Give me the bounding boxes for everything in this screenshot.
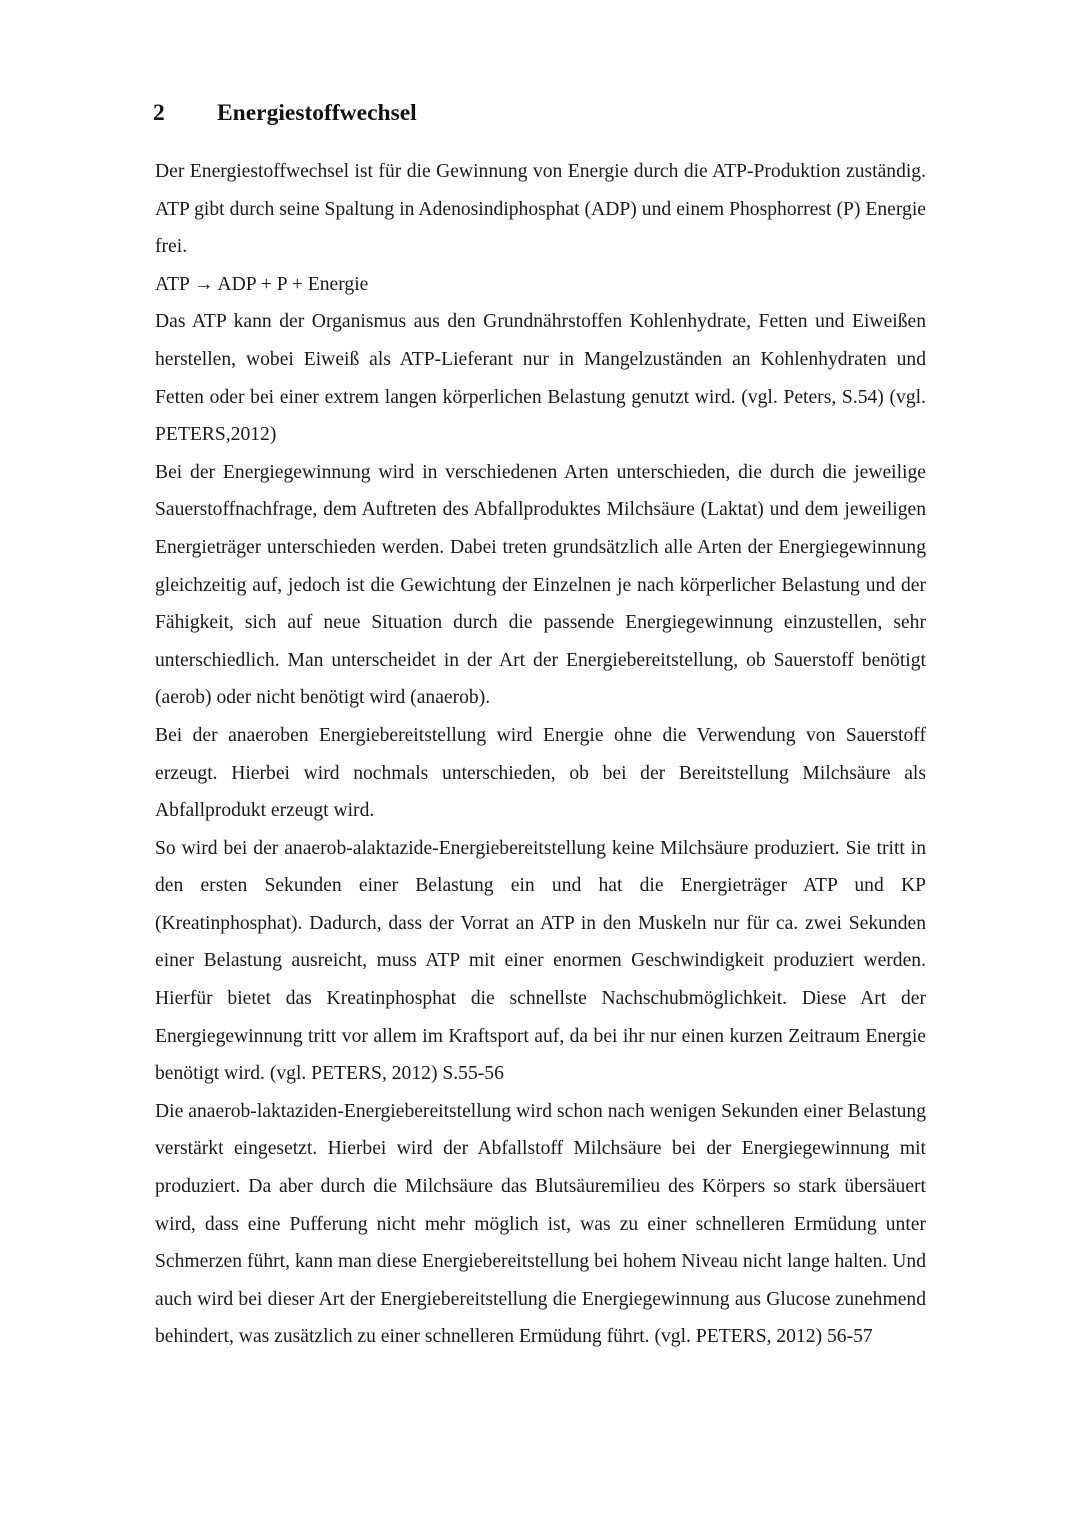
- paragraph-atp-equation: ATP → ADP + P + Energie: [155, 273, 369, 295]
- paragraph-nutrients: Das ATP kann der Organismus aus den Grundnährstoffen Kohlenhydrate, Fetten und Eiweißen herstellen, wobei Eiweiß als ATP-Lieferant nur in Mangelzuständen an Kohlenhydraten und Fetten oder bei einer extrem langen körperlichen Belastung genutzt wird. (vgl. Peters, S.54) (vgl. PETERS,2012): [155, 311, 926, 446]
- paragraph-energy-types: Bei der Energiegewinnung wird in verschiedenen Arten unterschieden, die durch die jeweilige Sauerstoffnachfrage, dem Auftreten des Abfallproduktes Milchsäure (Laktat) und dem jeweiligen Energieträger unterschieden werden. Dabei treten grundsätzlich alle Arten der Energiegewinnung gleichzeitig auf, jedoch ist die Gewichtung der Einzelnen je nach körperlicher Belastung und der Fähigkeit, sich auf neue Situation durch die passende Energiegewinnung einzustellen, sehr unterschiedlich. Man unterscheidet in der Art der Energiebereitstellung, ob Sauerstoff benötigt (aerob) oder nicht benötigt wird (anaerob).: [155, 461, 926, 709]
- body-text: [155, 153, 926, 1356]
- paragraph-alaktazid: So wird bei der anaerob-alaktazide-Energiebereitstellung keine Milchsäure produziert. Sie tritt in den ersten Sekunden einer Belastung ein und hat die Energieträger ATP und KP (Kreatinphosphat). Dadurch, dass der Vorrat an ATP in den Muskeln nur für ca. zwei Sekunden einer Belastung ausreicht, muss ATP mit einer enormen Geschwindigkeit produziert werden. Hierfür bietet das Kreatinphosphat die schnellste Nachschubmöglichkeit. Diese Art der Energiegewinnung tritt vor allem im Kraftsport auf, da bei ihr nur einen kurzen Zeitraum Energie benötigt wird. (vgl. PETERS, 2012) S.55-56: [155, 837, 926, 1085]
- section-number: 2: [153, 100, 165, 126]
- section-heading: [153, 100, 926, 138]
- paragraph-atp-intro: Der Energiestoffwechsel ist für die Gewinnung von Energie durch die ATP-Produktion zuständig. ATP gibt durch seine Spaltung in Adenosindiphosphat (ADP) und einem Phosphorrest (P) Energie frei.: [155, 161, 926, 258]
- paragraph-anaerobic: Bei der anaeroben Energiebereitstellung wird Energie ohne die Verwendung von Sauerstoff erzeugt. Hierbei wird nochmals unterschieden, ob bei der Bereitstellung Milchsäure als Abfallprodukt erzeugt wird.: [155, 724, 926, 822]
- document-page: [155, 100, 926, 1356]
- paragraph-laktazid: Die anaerob-laktaziden-Energiebereitstellung wird schon nach wenigen Sekunden einer Belastung verstärkt eingesetzt. Hierbei wird der Abfallstoff Milchsäure bei der Energiegewinnung mit produziert. Da aber durch die Milchsäure das Blutsäuremilieu des Körpers so stark übersäuert wird, dass eine Pufferung nicht mehr möglich ist, was zu einer schnelleren Ermüdung unter Schmerzen führt, kann man diese Energiebereitstellung bei hohem Niveau nicht lange halten. Und auch wird bei dieser Art der Energiebereitstellung die Energiegewinnung aus Glucose zunehmend behindert, was zusätzlich zu einer schnelleren Ermüdung führt. (vgl. PETERS, 2012) 56-57: [155, 1100, 926, 1348]
- section-title: Energiestoffwechsel: [217, 100, 417, 126]
